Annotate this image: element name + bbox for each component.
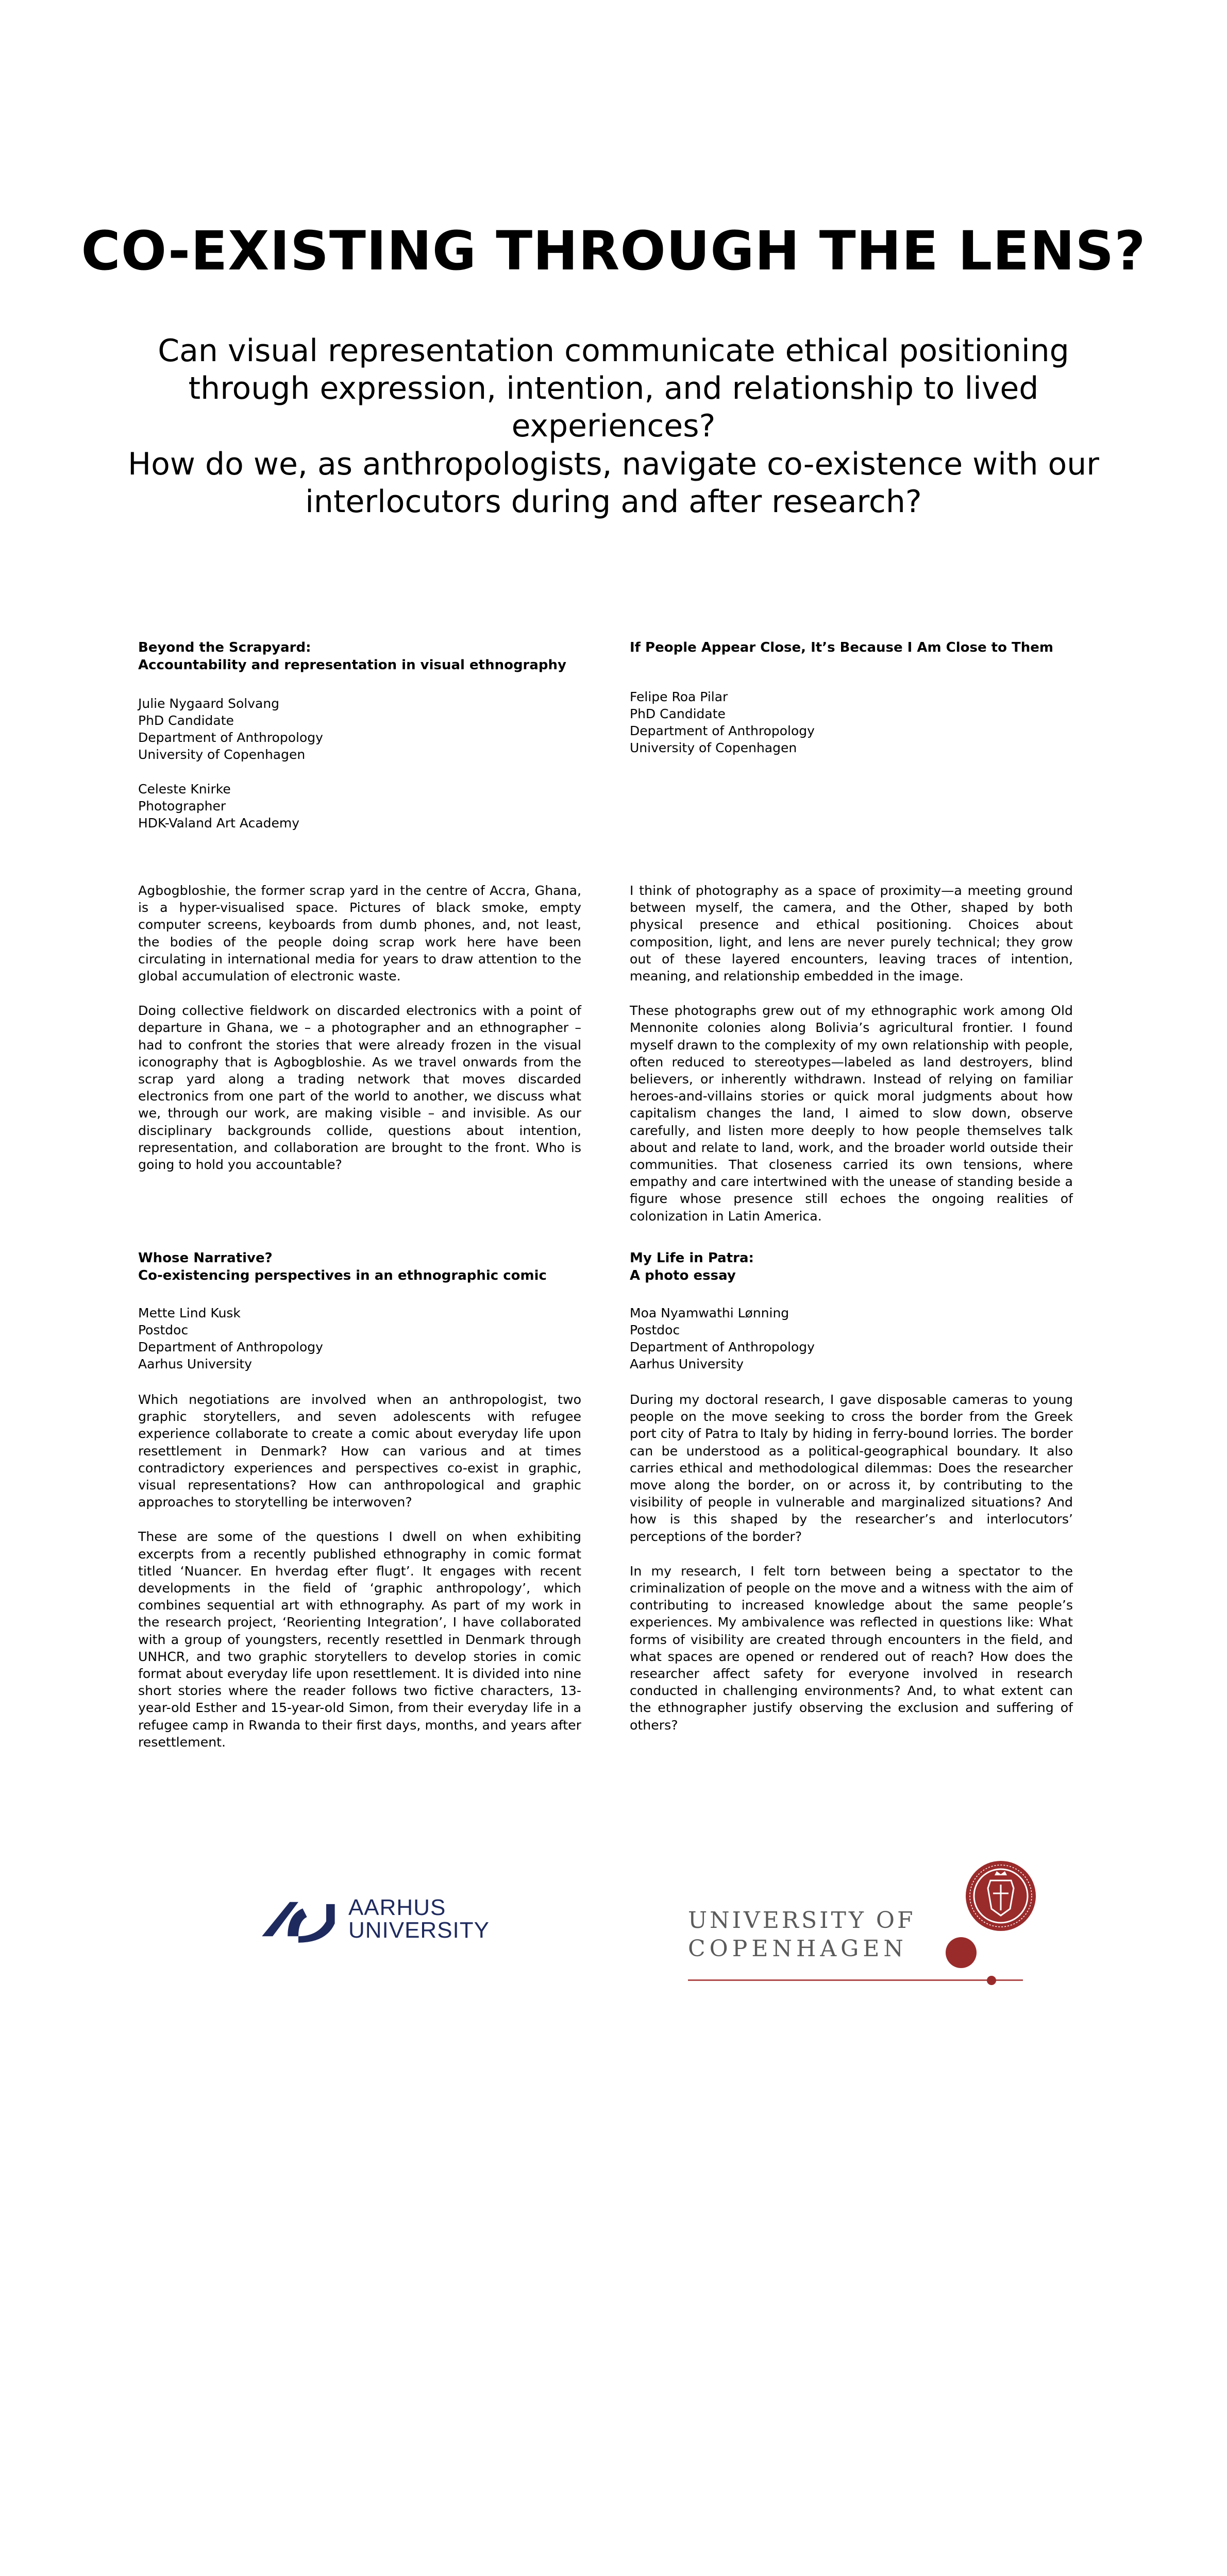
author-role: Postdoc bbox=[630, 1322, 680, 1337]
author-group bbox=[138, 1304, 581, 1372]
author-role: PhD Candidate bbox=[138, 713, 234, 728]
section-title: Whose Narrative? bbox=[138, 1250, 273, 1266]
section-narrative-body bbox=[138, 1391, 581, 1751]
university-of-copenhagen-seal-icon bbox=[965, 1860, 1037, 1932]
aarhus-wordmark-line: UNIVERSITY bbox=[348, 1918, 490, 1943]
author-group bbox=[630, 1304, 1073, 1372]
section-title: Beyond the Scrapyard: bbox=[138, 640, 311, 655]
section-narrative-header bbox=[138, 1249, 581, 1372]
author-group bbox=[138, 781, 581, 832]
aarhus-university-logo bbox=[258, 1886, 490, 1953]
author-institution: Aarhus University bbox=[630, 1356, 744, 1371]
copenhagen-wordmark bbox=[688, 1906, 956, 1963]
author-department: Department of Anthropology bbox=[630, 1339, 815, 1354]
body-paragraph: I think of photography as a space of proximity—a meeting ground between myself, the camera, and the Other, shaped by both physical presence and ethical positioning. Choices about composition, light, and lens are never purely technical; they grow out of these layered encounters, leaving traces of intention, meaning, and relationship embedded in the image. bbox=[630, 883, 1073, 984]
section-proximity-header bbox=[630, 639, 1073, 756]
author-name: Julie Nygaard Solvang bbox=[138, 696, 280, 711]
body-paragraph: These are some of the questions I dwell on when exhibiting excerpts from a recently published ethnography in comic format titled ‘Nuancer. En hverdag efter flugt’. It engages with recent developments in the field of ‘graphic anthropology’, which combines sequential art with ethnography. As part of my work in the research project, ‘Reorienting Integration’, I have collaborated with a group of youngsters, recently resettled in Denmark through UNHCR, and two graphic storytellers to develop stories in comic format about everyday life upon resettlement. It is divided into nine short stories where the reader follows two fictive characters, 13-year-old Esther and 15-year-old Simon, from their everyday life in a refugee camp in Rwanda to their first days, months, and years after resettlement. bbox=[138, 1529, 581, 1750]
section-scrapyard-header bbox=[138, 639, 581, 832]
author-block bbox=[138, 1304, 581, 1372]
section-subtitle: Co-existencing perspectives in an ethnographic comic bbox=[138, 1268, 547, 1284]
author-department: Department of Anthropology bbox=[630, 723, 815, 739]
aarhus-university-wordmark bbox=[348, 1896, 490, 1942]
section-title: If People Appear Close, It’s Because I Am Close to Them bbox=[630, 640, 1053, 655]
author-role: PhD Candidate bbox=[630, 706, 726, 722]
author-name: Moa Nyamwathi Lønning bbox=[630, 1305, 789, 1320]
section-heading bbox=[630, 1249, 1073, 1285]
copenhagen-wordmark-line: COPENHAGEN bbox=[688, 1936, 907, 1962]
author-role: Postdoc bbox=[138, 1322, 189, 1337]
section-heading bbox=[138, 1249, 581, 1285]
body-paragraph: In my research, I felt torn between being a spectator to the criminalization of people on the move and a witness with the aim of contributing to increased knowledge about the same people’s experiences. My ambivalence was reflected in questions like: What forms of visibility are created through encounters in the field, and what spaces are opened or rendered out of reach? How does the researcher affect safety for everyone involved in research conducted in challenging environments? And, to what extent can the ethnographer justify observing the exclusion and suffering of others? bbox=[630, 1563, 1073, 1733]
body-paragraph: During my doctoral research, I gave disposable cameras to young people on the move seeking to cross the border from the Greek port city of Patra to Italy by hiding in ferry-bound lorries. The border can be understood as a political-geographical boundary. It also carries ethical and methodological dilemmas: Does the researcher move along the border, on or across it, by contributing to the visibility of people in vulnerable and marginalized situations? And how is this shaped by the researcher’s and interlocutors’ perceptions of the border? bbox=[630, 1392, 1073, 1544]
author-block bbox=[138, 695, 581, 832]
question-2: How do we, as anthropologists, navigate co-existence with our interlocutors during and after research? bbox=[128, 446, 1099, 520]
section-patra-header bbox=[630, 1249, 1073, 1372]
author-group bbox=[138, 695, 581, 763]
author-institution: University of Copenhagen bbox=[630, 740, 797, 756]
section-patra-body bbox=[630, 1391, 1073, 1734]
section-subtitle: A photo essay bbox=[630, 1268, 736, 1284]
copenhagen-wordmark-line: UNIVERSITY OF bbox=[688, 1907, 916, 1934]
author-department: Department of Anthropology bbox=[138, 1339, 323, 1354]
section-title: My Life in Patra: bbox=[630, 1250, 754, 1266]
body-paragraph: Agbogbloshie, the former scrap yard in the centre of Accra, Ghana, is a hyper-visualised space. Pictures of black smoke, empty computer screens, keyboards from dumb phones, and, not least, the bodies of the people doing scrap work here have been circulating in international media for years to draw attention to the global accumulation of electronic waste. bbox=[138, 883, 581, 984]
author-role: Photographer bbox=[138, 798, 226, 814]
author-group bbox=[630, 688, 1073, 756]
university-of-copenhagen-logo bbox=[688, 1860, 1049, 1994]
copenhagen-logo-small-dot bbox=[987, 1976, 996, 1985]
section-heading bbox=[630, 639, 1073, 656]
author-institution: Aarhus University bbox=[138, 1356, 253, 1371]
aarhus-university-logo-icon bbox=[258, 1891, 339, 1947]
section-heading bbox=[138, 639, 581, 674]
body-paragraph: Doing collective fieldwork on discarded electronics with a point of departure in Ghana, we – a photographer and an ethnographer – had to confront the stories that were already frozen in the visual iconography that is Agbogbloshie. As we travel onwards from the scrap yard along a trading network that moves discarded electronics from one part of the world to another, we discuss what we, through our work, are making visible – and invisible. As our disciplinary backgrounds collide, questions about intention, representation, and collaboration are brought to the front. Who is going to hold you accountable? bbox=[138, 1003, 581, 1173]
author-institution: University of Copenhagen bbox=[138, 747, 306, 762]
author-name: Celeste Knirke bbox=[138, 781, 231, 796]
author-block bbox=[630, 688, 1073, 756]
author-block bbox=[630, 1304, 1073, 1372]
author-name: Felipe Roa Pilar bbox=[630, 689, 728, 705]
question-1: Can visual representation communicate ethical positioning through expression, intention, and relationship to lived experiences? bbox=[158, 333, 1069, 445]
section-proximity-body bbox=[630, 882, 1073, 1225]
page-title: CO-EXISTING THROUGH THE LENS? bbox=[81, 219, 1146, 282]
author-name: Mette Lind Kusk bbox=[138, 1305, 241, 1320]
section-scrapyard-body bbox=[138, 882, 581, 1173]
copenhagen-logo-dot bbox=[946, 1937, 977, 1968]
body-paragraph: These photographs grew out of my ethnographic work among Old Mennonite colonies along Bolivia’s agricultural frontier. I found myself drawn to the complexity of my own relationship with people, often reduced to stereotypes—labeled as land destroyers, blind believers, or inherently withdrawn. Instead of relying on familiar heroes-and-villains stories or quick moral judgments about how capitalism changes the land, I aimed to slow down, observe carefully, and listen more deeply to how people themselves talk about and relate to land, work, and the broader world outside their communities. That closeness carried its own tensions, where empathy and care intertwined with the unease of standing beside a figure whose presence still echoes the ongoing realities of colonization in Latin America. bbox=[630, 1003, 1073, 1224]
body-paragraph: Which negotiations are involved when an anthropologist, two graphic storytellers, and seven adolescents with refugee experience collaborate to create a comic about everyday life upon resettlement in Denmark? How can various and at times contradictory experiences and perspectives co-exist in graphic, visual representations? How can anthropological and graphic approaches to storytelling be interwoven? bbox=[138, 1392, 581, 1510]
section-subtitle: Accountability and representation in visual ethnography bbox=[138, 657, 566, 673]
author-institution: HDK-Valand Art Academy bbox=[138, 815, 300, 831]
aarhus-wordmark-line: AARHUS bbox=[348, 1895, 446, 1920]
author-department: Department of Anthropology bbox=[138, 730, 323, 745]
copenhagen-logo-line bbox=[688, 1979, 1023, 1981]
